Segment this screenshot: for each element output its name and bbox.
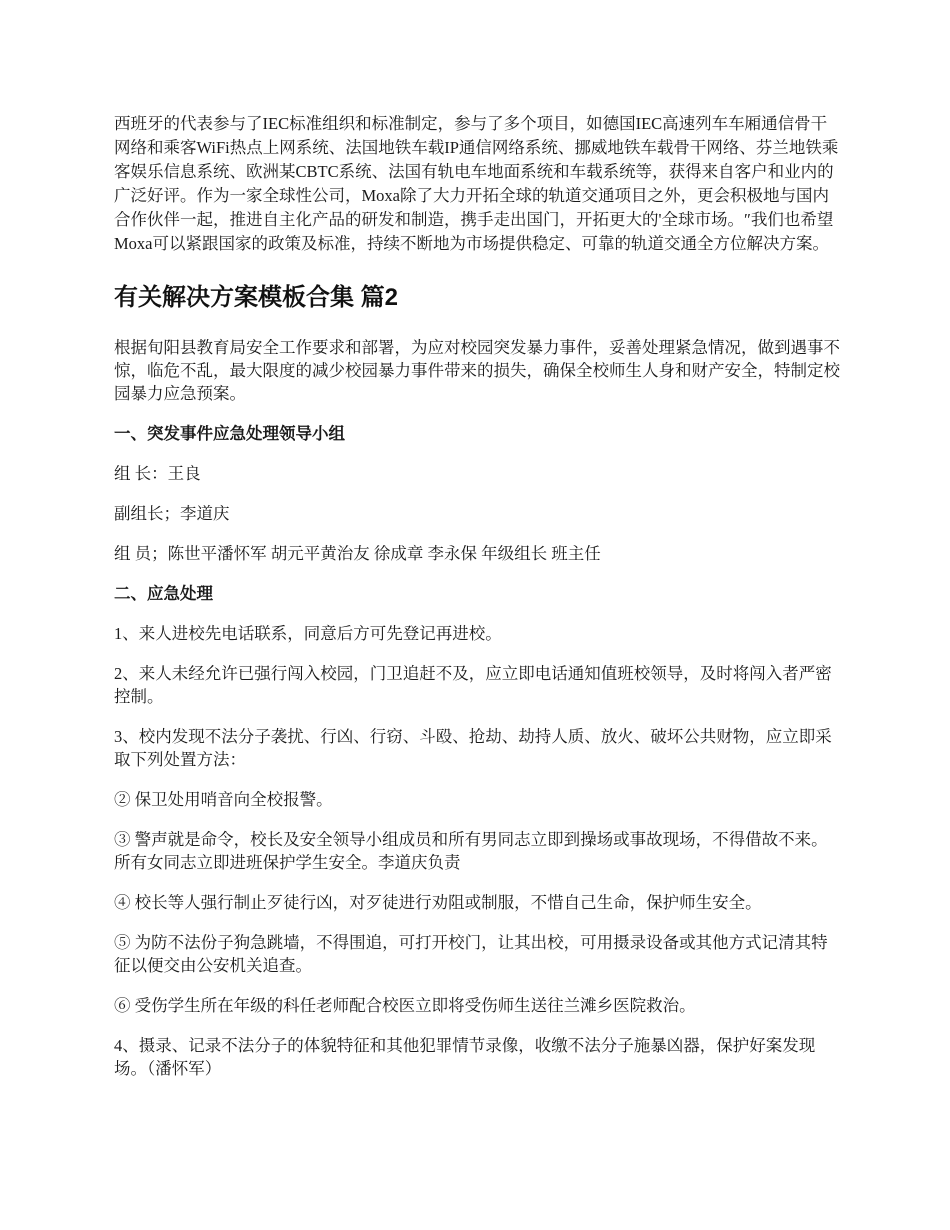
paragraph-intro: 根据旬阳县教育局安全工作要求和部署，为应对校园突发暴力事件，妥善处理紧急情况，做到遇事不惊，临危不乱，最大限度的减少校园暴力事件带来的损失，确保全校师生人身和财产安全，特制定校园暴力应急预案。	[114, 338, 840, 403]
section-title: 有关解决方案模板合集 篇2	[114, 284, 399, 311]
heading-emergency-handling: 二、应急处理	[114, 584, 213, 603]
heading-leadership-group: 一、突发事件应急处理领导小组	[114, 424, 345, 443]
deputy-leader: 副组长；李道庆	[114, 504, 230, 523]
list-item: ③ 警声就是命令，校长及安全领导小组成员和所有男同志立即到操场或事故现场，不得借故不来。所有女同志立即进班保护学生安全。李道庆负责	[114, 830, 828, 872]
document-page	[114, 112, 840, 1097]
list-item: 2、来人未经允许已强行闯入校园，门卫追赶不及，应立即电话通知值班校领导，及时将闯入者严密控制。	[114, 664, 832, 706]
list-item: 3、校内发现不法分子袭扰、行凶、行窃、斗殴、抢劫、劫持人质、放火、破坏公共财物，应立即采取下列处置方法：	[114, 727, 832, 769]
intro-paragraph: 西班牙的代表参与了IEC标准组织和标准制定，参与了多个项目，如德国IEC高速列车车厢通信骨干网络和乘客WiFi热点上网系统、法国地铁车载IP通信网络系统、挪威地铁车载骨干网络、芬兰地铁乘客娱乐信息系统、欧洲某CBTC系统、法国有轨电车地面系统和车载系统等，获得来自客户和业内的广泛好评。作为一家全球性公司，Moxa除了大力开拓全球的轨道交通项目之外，更会积极地与国内合作伙伴一起，推进自主化产品的研发和制造，携手走出国门，开拓更大的'全球市场。″我们也希望Moxa可以紧跟国家的政策及标准，持续不断地为市场提供稳定、可靠的轨道交通全方位解决方案。	[114, 114, 839, 253]
list-item: ④ 校长等人强行制止歹徒行凶，对歹徒进行劝阻或制服，不惜自己生命，保护师生安全。	[114, 893, 762, 912]
list-item: 1、来人进校先电话联系，同意后方可先登记再进校。	[114, 624, 502, 643]
list-item: ② 保卫处用哨音向全校报警。	[114, 790, 333, 809]
list-item: ⑥ 受伤学生所在年级的科任老师配合校医立即将受伤师生送往兰滩乡医院救治。	[114, 996, 696, 1015]
group-members: 组 员；陈世平潘怀军 胡元平黄治友 徐成章 李永保 年级组长 班主任	[114, 544, 601, 563]
list-item: 4、摄录、记录不法分子的体貌特征和其他犯罪情节录像，收缴不法分子施暴凶器，保护好案发现场。（潘怀军）	[114, 1036, 816, 1078]
list-item: ⑤ 为防不法份子狗急跳墙，不得围追，可打开校门，让其出校，可用摄录设备或其他方式记清其特征以便交由公安机关追查。	[114, 933, 828, 975]
group-leader: 组 长：王良	[114, 464, 201, 483]
